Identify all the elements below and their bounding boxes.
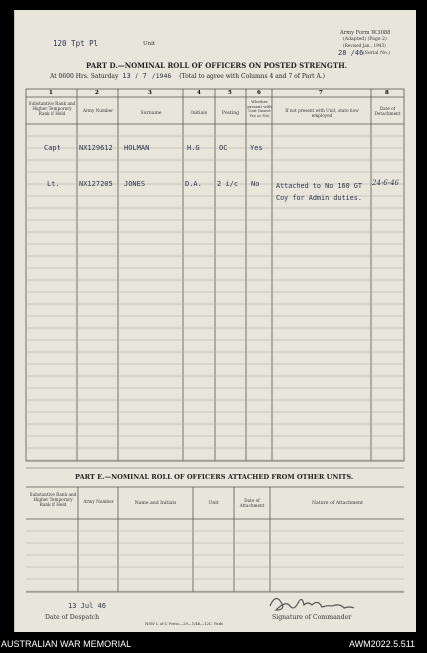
date-suffix: (Total to agree with Columns 4 and 7 of Part A.): [179, 73, 326, 80]
col-number-7: 7: [319, 90, 323, 96]
commander-signature: [270, 598, 354, 610]
institution-name: AUSTRALIAN WAR MEMORIAL: [1, 639, 132, 649]
date-year: /1946: [151, 72, 172, 80]
part-e-header-name: Name and Initials: [134, 501, 177, 506]
col-header-rank: Substantive Rank and Higher Temporary Rank if Held: [28, 101, 76, 116]
printer-line: NSW L of C Press—29—1/46—12C. Pads: [145, 621, 224, 626]
col-header-employed: If not present with Unit, state how employed: [285, 108, 359, 118]
col-header-initials: Initials: [190, 111, 208, 116]
row-date-detachment: 24-6-46: [372, 179, 399, 187]
row-army-number: NX129612: [79, 144, 113, 152]
col-header-posting: Posting: [221, 111, 240, 116]
part-e-title: PART E.—NOMINAL ROLL OF OFFICERS ATTACHED FROM OTHER UNITS.: [75, 473, 354, 481]
row-surname: JONES: [124, 180, 146, 188]
part-e-header-rank: Substantive Rank and Higher Temporary Rank if Held: [29, 492, 77, 507]
row-surname: HOLMAN: [124, 144, 150, 152]
despatch-date: 13 Jul 46: [68, 602, 106, 610]
col-header-army-number: Army Number: [82, 108, 114, 113]
row-present: No: [251, 180, 260, 188]
col-header-surname: Surname: [140, 111, 162, 116]
unit-value: 120 Tpt Pl: [53, 39, 99, 48]
row-rank: Lt.: [47, 180, 60, 188]
col-number-6: 6: [257, 90, 261, 96]
date-day: 13: [122, 72, 131, 80]
part-e-header-unit: Unit: [208, 501, 219, 506]
form-revised: (Revised Jan., 1943): [343, 43, 386, 48]
part-e-header-nature: Nature of Attachment: [312, 501, 363, 506]
form-number: Army Form W.3088: [340, 30, 391, 36]
accession-number: AWM2022.5.511: [349, 639, 416, 649]
row-rank: Capt: [44, 144, 61, 152]
row-initials: H.G: [187, 144, 200, 152]
col-header-date-detachment: Date of Detachment: [374, 106, 401, 116]
part-e-header-army-number: Army Number: [83, 499, 114, 504]
col-number-3: 3: [148, 90, 152, 96]
row-present: Yes: [250, 144, 263, 152]
row-army-number: NX127205: [79, 180, 113, 188]
serial-value: 28 /46: [338, 49, 364, 57]
archive-footer: [0, 638, 427, 653]
form-adapted: (Adapted) (Page 2): [343, 37, 387, 42]
date-month: 7: [142, 72, 147, 80]
part-d-date-line: At 0600 Hrs. Saturday 13 / 7 /1946 (Total to agree with Columns 4 and 7 of Part A.): [50, 72, 326, 80]
col-number-8: 8: [385, 90, 389, 96]
despatch-label: Date of Despatch: [45, 614, 100, 621]
part-d-title: PART D.—NOMINAL ROLL OF OFFICERS ON POSTED STRENGTH.: [86, 61, 348, 70]
serial-label: (Serial No.): [363, 51, 390, 56]
col-number-2: 2: [95, 90, 99, 96]
col-number-4: 4: [197, 90, 201, 96]
col-number-1: 1: [49, 90, 53, 96]
signature-label: Signature of Commander: [272, 614, 352, 621]
unit-label: Unit: [143, 41, 156, 47]
col-number-5: 5: [228, 90, 232, 96]
row-posting: OC: [219, 144, 228, 152]
row-posting: 2 i/c: [217, 180, 239, 188]
col-header-present: Whether present with Unit (Insert Yes or No): [247, 99, 272, 118]
row-employed: Attached to No 160 GT Coy for Admin duties.: [276, 182, 362, 202]
part-e-header-date: Date of Attachment: [239, 498, 265, 508]
date-prefix: At 0600 Hrs. Saturday: [50, 73, 119, 80]
row-initials: D.A.: [185, 180, 202, 188]
